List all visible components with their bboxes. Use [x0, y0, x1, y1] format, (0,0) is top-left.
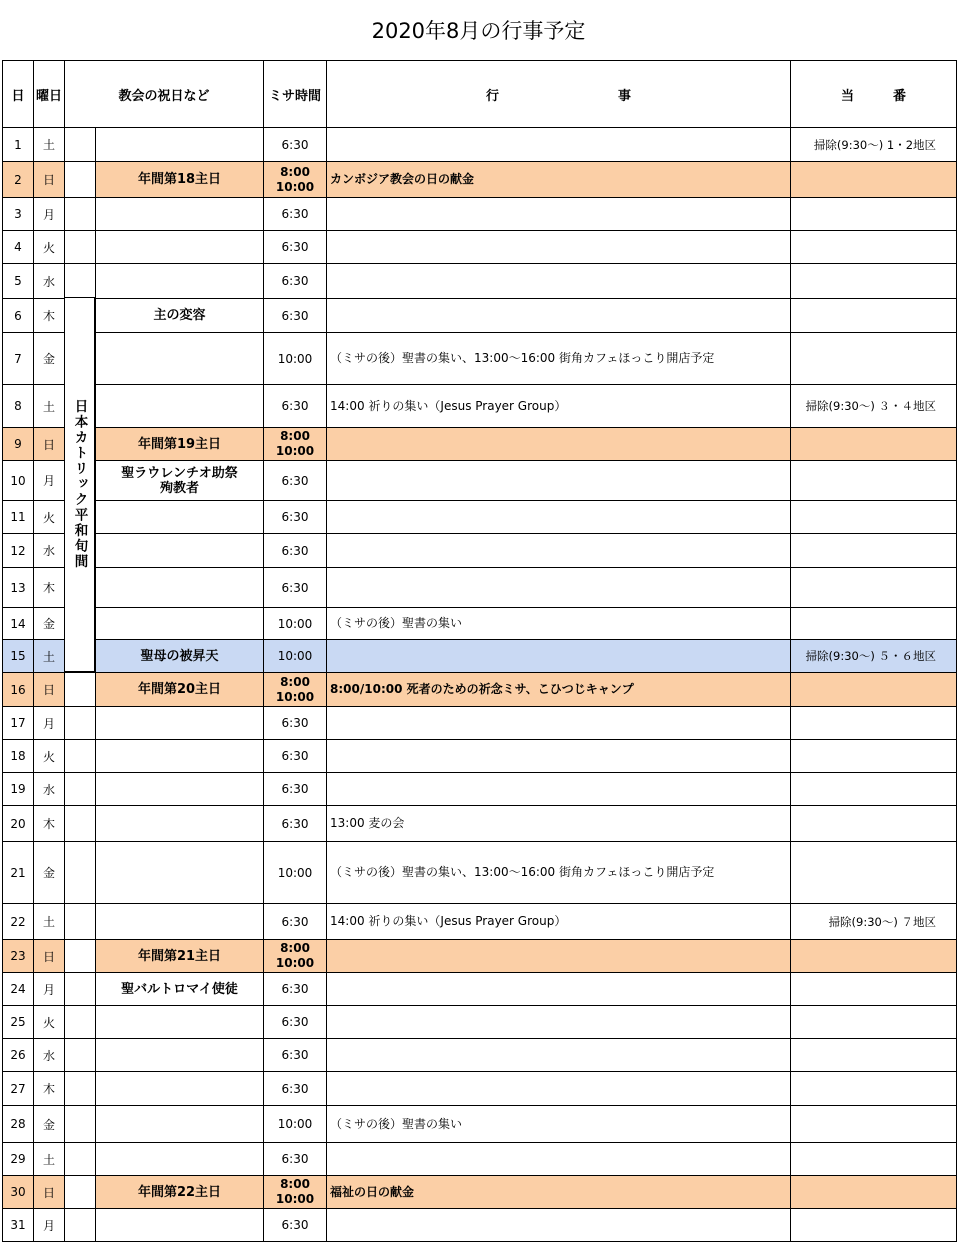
event-cell: 14:00 祈りの集い（Jesus Prayer Group） — [327, 904, 791, 940]
feast-cell — [96, 568, 264, 608]
duty-cell — [791, 198, 957, 231]
header-duty-char-1: 当 — [840, 88, 854, 104]
day-cell: 20 — [3, 806, 34, 842]
day-cell: 8 — [3, 385, 34, 428]
day-cell: 29 — [3, 1143, 34, 1176]
duty-cell — [791, 707, 957, 740]
feast-cell — [96, 534, 264, 568]
event-cell — [327, 299, 791, 333]
mass-time-cell: 6:30 — [264, 568, 327, 608]
duty-cell — [791, 1006, 957, 1039]
duty-cell — [791, 534, 957, 568]
day-cell: 27 — [3, 1072, 34, 1106]
event-cell — [327, 940, 791, 973]
feast-cell: 聖ラウレンチオ助祭 殉教者 — [96, 461, 264, 501]
day-cell: 6 — [3, 299, 34, 333]
table-row — [3, 940, 957, 973]
period-column-cell — [65, 1106, 96, 1143]
weekday-cell: 火 — [34, 740, 65, 773]
day-cell: 16 — [3, 673, 34, 707]
mass-time-cell: 6:30 — [264, 385, 327, 428]
mass-time-cell: 6:30 — [264, 534, 327, 568]
weekday-cell: 金 — [34, 1106, 65, 1143]
day-cell: 30 — [3, 1176, 34, 1209]
period-column-cell — [65, 264, 96, 299]
duty-cell — [791, 673, 957, 707]
mass-time-cell: 8:00 10:00 — [264, 162, 327, 198]
mass-time-cell: 6:30 — [264, 1039, 327, 1072]
weekday-cell: 日 — [34, 428, 65, 461]
feast-cell — [96, 608, 264, 640]
header-row — [3, 61, 957, 128]
event-cell — [327, 1209, 791, 1242]
day-cell: 13 — [3, 568, 34, 608]
period-column-cell — [65, 1209, 96, 1242]
weekday-cell: 土 — [34, 904, 65, 940]
feast-cell: 聖バルトロマイ使徒 — [96, 973, 264, 1006]
duty-cell — [791, 333, 957, 385]
mass-time-cell: 6:30 — [264, 1006, 327, 1039]
feast-cell — [96, 385, 264, 428]
day-cell: 3 — [3, 198, 34, 231]
feast-cell — [96, 1209, 264, 1242]
day-cell: 15 — [3, 640, 34, 673]
table-row — [3, 534, 957, 568]
header-mass-time: ミサ時間 — [264, 61, 327, 128]
feast-cell — [96, 773, 264, 806]
mass-time-cell: 6:30 — [264, 1072, 327, 1106]
day-cell: 31 — [3, 1209, 34, 1242]
period-column-cell — [65, 940, 96, 973]
day-cell: 23 — [3, 940, 34, 973]
duty-cell — [791, 501, 957, 534]
duty-cell — [791, 806, 957, 842]
mass-time-cell: 6:30 — [264, 501, 327, 534]
day-cell: 24 — [3, 973, 34, 1006]
event-cell: （ミサの後）聖書の集い — [327, 1106, 791, 1143]
duty-cell — [791, 773, 957, 806]
mass-time-cell: 6:30 — [264, 904, 327, 940]
table-row — [3, 385, 957, 428]
event-cell — [327, 1143, 791, 1176]
mass-time-cell: 10:00 — [264, 640, 327, 673]
duty-cell: 掃除(9:30～) ７地区 — [791, 904, 957, 940]
day-cell: 21 — [3, 842, 34, 904]
weekday-cell: 土 — [34, 640, 65, 673]
table-row — [3, 1209, 957, 1242]
mass-time-cell: 6:30 — [264, 740, 327, 773]
table-row — [3, 973, 957, 1006]
weekday-cell: 月 — [34, 461, 65, 501]
duty-cell — [791, 264, 957, 299]
table-row — [3, 1106, 957, 1143]
duty-cell — [791, 1072, 957, 1106]
header-day: 日 — [3, 61, 34, 128]
table-row — [3, 806, 957, 842]
event-cell — [327, 428, 791, 461]
feast-cell — [96, 501, 264, 534]
header-feast: 教会の祝日など — [65, 61, 264, 128]
feast-cell — [96, 904, 264, 940]
mass-time-cell: 6:30 — [264, 198, 327, 231]
period-column-cell — [65, 1176, 96, 1209]
event-cell — [327, 1039, 791, 1072]
peace-period-box — [64, 297, 95, 672]
event-cell — [327, 973, 791, 1006]
table-row — [3, 740, 957, 773]
event-cell — [327, 264, 791, 299]
weekday-cell: 月 — [34, 973, 65, 1006]
mass-time-cell: 6:30 — [264, 806, 327, 842]
event-cell — [327, 1072, 791, 1106]
day-cell: 11 — [3, 501, 34, 534]
table-row — [3, 198, 957, 231]
event-cell — [327, 128, 791, 162]
event-cell: 8:00/10:00 死者のための祈念ミサ、こひつじキャンプ — [327, 673, 791, 707]
period-column-cell — [65, 707, 96, 740]
event-cell — [327, 1006, 791, 1039]
table-row — [3, 1072, 957, 1106]
duty-cell — [791, 162, 957, 198]
weekday-cell: 水 — [34, 1039, 65, 1072]
weekday-cell: 木 — [34, 1072, 65, 1106]
feast-cell: 年間第19主日 — [96, 428, 264, 461]
duty-cell — [791, 740, 957, 773]
feast-cell: 年間第18主日 — [96, 162, 264, 198]
day-cell: 28 — [3, 1106, 34, 1143]
header-event — [327, 61, 791, 128]
feast-cell — [96, 1106, 264, 1143]
mass-time-cell: 6:30 — [264, 973, 327, 1006]
event-cell — [327, 568, 791, 608]
period-column-cell — [65, 1072, 96, 1106]
schedule-table — [2, 60, 957, 1242]
event-cell — [327, 198, 791, 231]
table-row — [3, 707, 957, 740]
period-column-cell — [65, 973, 96, 1006]
weekday-cell: 水 — [34, 534, 65, 568]
table-row — [3, 501, 957, 534]
feast-cell — [96, 231, 264, 264]
header-event-char-1: 行 — [485, 88, 499, 104]
day-cell: 7 — [3, 333, 34, 385]
table-row — [3, 904, 957, 940]
day-cell: 5 — [3, 264, 34, 299]
page-title: 2020年8月の行事予定 — [371, 19, 586, 43]
mass-time-cell: 6:30 — [264, 299, 327, 333]
period-column-cell — [65, 1143, 96, 1176]
weekday-cell: 月 — [34, 707, 65, 740]
day-cell: 18 — [3, 740, 34, 773]
weekday-cell: 日 — [34, 162, 65, 198]
event-cell: 福祉の日の献金 — [327, 1176, 791, 1209]
feast-cell — [96, 740, 264, 773]
duty-cell: 掃除(9:30～) ３・４地区 — [791, 385, 957, 428]
table-row — [3, 128, 957, 162]
period-column-cell — [65, 231, 96, 264]
day-cell: 9 — [3, 428, 34, 461]
duty-cell — [791, 1039, 957, 1072]
mass-time-cell: 8:00 10:00 — [264, 673, 327, 707]
event-cell: （ミサの後）聖書の集い、13:00～16:00 街角カフェほっこり開店予定 — [327, 842, 791, 904]
table-row — [3, 608, 957, 640]
event-cell — [327, 640, 791, 673]
table-row — [3, 162, 957, 198]
duty-cell — [791, 842, 957, 904]
duty-cell — [791, 940, 957, 973]
feast-cell — [96, 1143, 264, 1176]
feast-cell: 聖母の被昇天 — [96, 640, 264, 673]
duty-cell — [791, 1209, 957, 1242]
weekday-cell: 月 — [34, 1209, 65, 1242]
period-column-cell — [65, 198, 96, 231]
period-column-cell — [65, 128, 96, 162]
weekday-cell: 日 — [34, 673, 65, 707]
event-cell — [327, 501, 791, 534]
table-row — [3, 640, 957, 673]
weekday-cell: 木 — [34, 299, 65, 333]
feast-cell — [96, 806, 264, 842]
event-cell — [327, 740, 791, 773]
mass-time-cell: 8:00 10:00 — [264, 940, 327, 973]
mass-time-cell: 10:00 — [264, 842, 327, 904]
mass-time-cell: 8:00 10:00 — [264, 1176, 327, 1209]
event-cell — [327, 534, 791, 568]
weekday-cell: 水 — [34, 264, 65, 299]
day-cell: 26 — [3, 1039, 34, 1072]
period-column-cell — [65, 806, 96, 842]
mass-time-cell: 10:00 — [264, 608, 327, 640]
duty-cell — [791, 428, 957, 461]
weekday-cell: 金 — [34, 333, 65, 385]
header-weekday: 曜日 — [34, 61, 65, 128]
feast-cell — [96, 1006, 264, 1039]
event-cell — [327, 773, 791, 806]
feast-cell — [96, 198, 264, 231]
day-cell: 14 — [3, 608, 34, 640]
duty-cell — [791, 1106, 957, 1143]
duty-cell — [791, 1176, 957, 1209]
table-row — [3, 773, 957, 806]
header-duty — [791, 61, 957, 128]
duty-cell — [791, 973, 957, 1006]
event-cell — [327, 461, 791, 501]
table-row — [3, 461, 957, 501]
weekday-cell: 火 — [34, 1006, 65, 1039]
table-row — [3, 264, 957, 299]
table-row — [3, 428, 957, 461]
table-row — [3, 1176, 957, 1209]
duty-cell: 掃除(9:30～) ５・６地区 — [791, 640, 957, 673]
table-row — [3, 1039, 957, 1072]
period-column-cell — [65, 842, 96, 904]
event-cell: 14:00 祈りの集い（Jesus Prayer Group） — [327, 385, 791, 428]
period-column-cell — [65, 1006, 96, 1039]
weekday-cell: 土 — [34, 385, 65, 428]
table-row — [3, 333, 957, 385]
weekday-cell: 木 — [34, 806, 65, 842]
weekday-cell: 土 — [34, 128, 65, 162]
event-cell: 13:00 麦の会 — [327, 806, 791, 842]
period-column-cell — [65, 773, 96, 806]
duty-cell: 掃除(9:30～) 1・2地区 — [791, 128, 957, 162]
weekday-cell: 日 — [34, 940, 65, 973]
feast-cell: 年間第20主日 — [96, 673, 264, 707]
weekday-cell: 土 — [34, 1143, 65, 1176]
event-cell: （ミサの後）聖書の集い — [327, 608, 791, 640]
feast-cell: 主の変容 — [96, 299, 264, 333]
mass-time-cell: 6:30 — [264, 128, 327, 162]
day-cell: 4 — [3, 231, 34, 264]
table-row — [3, 842, 957, 904]
mass-time-cell: 8:00 10:00 — [264, 428, 327, 461]
feast-cell: 年間第22主日 — [96, 1176, 264, 1209]
feast-cell — [96, 333, 264, 385]
table-row — [3, 299, 957, 333]
weekday-cell: 木 — [34, 568, 65, 608]
table-row — [3, 231, 957, 264]
mass-time-cell: 6:30 — [264, 707, 327, 740]
day-cell: 22 — [3, 904, 34, 940]
period-column-cell — [65, 162, 96, 198]
day-cell: 1 — [3, 128, 34, 162]
table-row — [3, 673, 957, 707]
period-column-cell — [65, 740, 96, 773]
day-cell: 2 — [3, 162, 34, 198]
mass-time-cell: 10:00 — [264, 333, 327, 385]
weekday-cell: 水 — [34, 773, 65, 806]
duty-cell — [791, 568, 957, 608]
event-cell — [327, 707, 791, 740]
mass-time-cell: 6:30 — [264, 461, 327, 501]
day-cell: 25 — [3, 1006, 34, 1039]
peace-period-label: 日本カトリック平和旬間 — [71, 399, 88, 570]
mass-time-cell: 6:30 — [264, 231, 327, 264]
feast-cell — [96, 128, 264, 162]
feast-cell — [96, 842, 264, 904]
feast-cell — [96, 707, 264, 740]
feast-cell — [96, 1039, 264, 1072]
feast-cell — [96, 264, 264, 299]
mass-time-cell: 6:30 — [264, 1209, 327, 1242]
event-cell — [327, 231, 791, 264]
duty-cell — [791, 1143, 957, 1176]
feast-cell — [96, 1072, 264, 1106]
header-event-char-2: 事 — [618, 88, 632, 104]
day-cell: 17 — [3, 707, 34, 740]
mass-time-cell: 10:00 — [264, 1106, 327, 1143]
mass-time-cell: 6:30 — [264, 773, 327, 806]
table-row — [3, 568, 957, 608]
weekday-cell: 日 — [34, 1176, 65, 1209]
duty-cell — [791, 299, 957, 333]
day-cell: 19 — [3, 773, 34, 806]
header-duty-char-2: 番 — [893, 88, 907, 104]
table-row — [3, 1143, 957, 1176]
period-column-cell — [65, 1039, 96, 1072]
duty-cell — [791, 231, 957, 264]
day-cell: 10 — [3, 461, 34, 501]
table-row — [3, 1006, 957, 1039]
weekday-cell: 火 — [34, 231, 65, 264]
event-cell: （ミサの後）聖書の集い、13:00～16:00 街角カフェほっこり開店予定 — [327, 333, 791, 385]
duty-cell — [791, 461, 957, 501]
mass-time-cell: 6:30 — [264, 264, 327, 299]
event-cell: カンボジア教会の日の献金 — [327, 162, 791, 198]
weekday-cell: 火 — [34, 501, 65, 534]
period-column-cell — [65, 904, 96, 940]
weekday-cell: 金 — [34, 608, 65, 640]
day-cell: 12 — [3, 534, 34, 568]
period-column-cell — [65, 673, 96, 707]
duty-cell — [791, 608, 957, 640]
feast-cell: 年間第21主日 — [96, 940, 264, 973]
weekday-cell: 金 — [34, 842, 65, 904]
weekday-cell: 月 — [34, 198, 65, 231]
mass-time-cell: 6:30 — [264, 1143, 327, 1176]
